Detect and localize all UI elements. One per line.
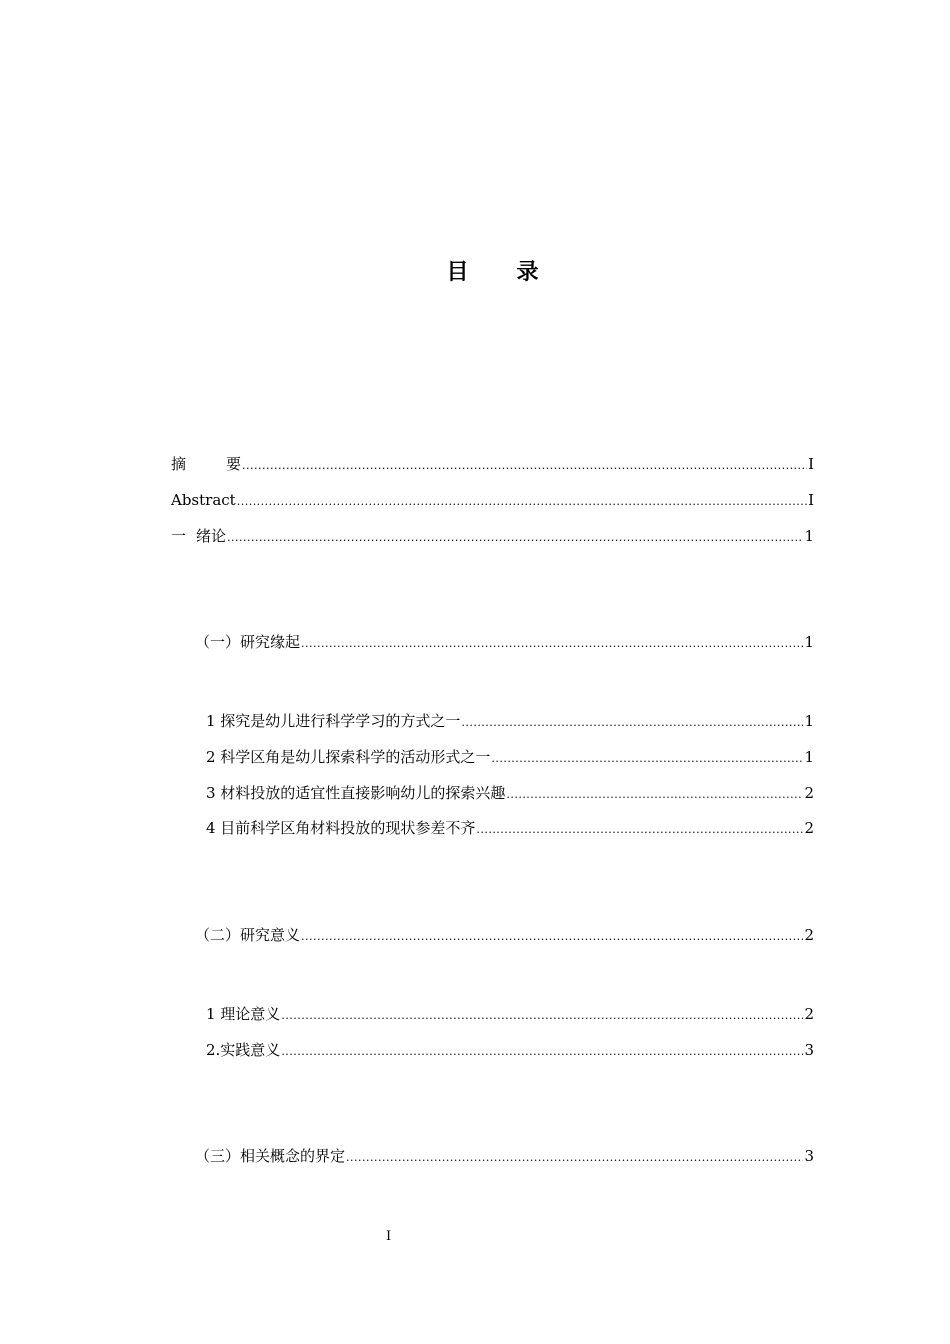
toc-page-number: 3: [804, 1147, 814, 1165]
toc-title-char-2: 录: [516, 260, 539, 285]
toc-entry-label: （三）相关概念的界定: [195, 1147, 346, 1165]
toc-entry-label: 1 探究是幼儿进行科学学习的方式之一: [206, 712, 461, 730]
toc-entry-subsection[interactable]: [206, 1040, 814, 1062]
toc-leader-dots: [461, 713, 803, 733]
toc-entry-subsection[interactable]: [206, 747, 814, 769]
toc-leader-dots: [237, 492, 807, 512]
toc-entry-label: 1 理论意义: [206, 1005, 281, 1023]
toc-page-number: 2: [804, 784, 814, 802]
toc-entry-subsection[interactable]: [206, 711, 814, 733]
toc-page-number: 1: [804, 712, 814, 730]
toc-page-number: I: [808, 455, 814, 473]
toc-entry-label: 4 目前科学区角材料投放的现状参差不齐: [206, 819, 476, 837]
footer-page-number: I: [386, 1229, 392, 1244]
toc-page-number: 2: [804, 926, 814, 944]
toc-leader-dots: [281, 1006, 803, 1026]
toc-title: [0, 255, 950, 286]
toc-entry-label: Abstract: [171, 491, 236, 509]
toc-leader-dots: [491, 749, 803, 769]
toc-entry-label: 2 科学区角是幼儿探索科学的活动形式之一: [206, 748, 491, 766]
toc-entry-label: 一 绪论: [171, 527, 227, 545]
toc-entry-subsection[interactable]: [206, 1004, 814, 1026]
toc-entry-abstract-en[interactable]: [171, 490, 814, 512]
toc-page-number: 1: [804, 748, 814, 766]
toc-leader-dots: [506, 785, 803, 805]
toc-entry-abstract-cn[interactable]: [171, 454, 814, 476]
toc-leader-dots: [242, 456, 807, 476]
toc-page-number: 3: [804, 1041, 814, 1059]
toc-entry-section-1[interactable]: [195, 632, 814, 654]
toc-entry-section-2[interactable]: [195, 925, 814, 947]
toc-leader-dots: [476, 820, 803, 840]
toc-title-char-1: 目: [446, 260, 469, 285]
toc-page-number: 1: [804, 633, 814, 651]
toc-entry-label: （二）研究意义: [195, 926, 301, 944]
toc-entry-subsection[interactable]: [206, 818, 814, 840]
toc-page-number: 1: [804, 527, 814, 545]
toc-leader-dots: [281, 1042, 803, 1062]
toc-leader-dots: [227, 528, 803, 548]
toc-leader-dots: [301, 634, 803, 654]
toc-leader-dots: [301, 927, 803, 947]
toc-entry-label: 2.实践意义: [206, 1041, 281, 1059]
toc-page-number: 2: [804, 819, 814, 837]
toc-entry-introduction[interactable]: [171, 526, 814, 548]
toc-leader-dots: [346, 1148, 803, 1168]
toc-entry-label: 摘 要: [171, 455, 242, 473]
toc-page-number: I: [808, 491, 814, 509]
toc-entry-label: 3 材料投放的适宜性直接影响幼儿的探索兴趣: [206, 784, 506, 802]
toc-entry-label: （一）研究缘起: [195, 633, 301, 651]
toc-entry-section-3[interactable]: [195, 1146, 814, 1168]
toc-page-number: 2: [804, 1005, 814, 1023]
toc-entry-subsection[interactable]: [206, 783, 814, 805]
